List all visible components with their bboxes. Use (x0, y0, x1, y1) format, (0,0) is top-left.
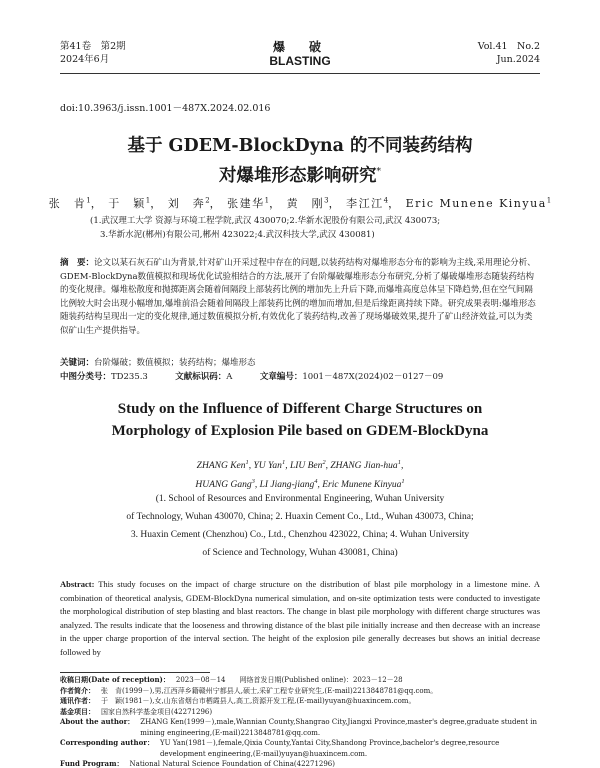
affiliation-cn-line: 3.华新水泥(郴州)有限公司,郴州 423022;4.武汉科技大学,武汉 430081) (100, 230, 375, 240)
footnotes (60, 675, 540, 768)
author-cn: 张 肯$^1$ (48, 196, 91, 210)
author-cn: 于 颖$^1$ (108, 196, 151, 210)
article-no-label: 文章编号： (259, 372, 303, 382)
authors-en-line-1: ZHANG Ken$^1$, YU Yan$^1$, LIU Ben$^2$, ZHANG Jian-hua$^1$, (196, 459, 404, 472)
title-cn (40, 133, 560, 189)
author-cn: 黄 刚$^3$ (286, 196, 329, 210)
authors-en-line-2: HUANG Gang$^3$, LI Jiang-jiang$^4$, Eric Munene Kinyua$^1$ (195, 478, 405, 491)
clc-value: TD235.3 (111, 372, 148, 382)
abstract-cn-label: 摘 要： (60, 258, 95, 268)
author-cn: 李江江$^4$ (346, 196, 389, 210)
doc-code-value: A (226, 372, 233, 382)
author-en: ZHANG Ken$^1$ (196, 459, 249, 472)
footnote-corresponding-en: Corresponding author： YU Yan(1981－),female,Qixia County,Yantai City,Shandong Province,bachelor's degree,resource development engineering,(E-mail)yuyan@huaxincem.com. (60, 738, 500, 758)
title-cn-line-2-wrap (40, 159, 560, 189)
header-volume-issue-cn: 第41卷 第2期 (60, 41, 126, 52)
affiliation-en-line: 3. Huaxin Cement (Chenzhou) Co., Ltd., Chenzhou 423022, China; 4. Wuhan University (130, 530, 470, 540)
footnote-corresponding-cn: 通讯作者： 于 颖(1981－),女,山东省烟台市栖霞县人,高工,资源开发工程,(E-mail)yuyan@huaxincem.com。 (60, 696, 416, 705)
affiliations-en (60, 490, 540, 562)
title-en-line-2: Morphology of Explosion Pile based on GDEM-BlockDyna (111, 423, 489, 439)
journal-name-en: BLASTING (269, 54, 331, 68)
author-en: LIU Ben$^2$ (289, 459, 326, 472)
header-volume-issue-en: Vol.41 No.2 (477, 41, 540, 52)
abstract-en-label: Abstract: (60, 579, 95, 589)
footnote-author-en: About the author： ZHANG Ken(1999－),male,Wannian County,Shangrao City,Jiangxi Province,master's degree,graduate student in mining engineering,(E-mail)2213848781@qq.com. (60, 717, 537, 737)
affiliation-en-line: of Technology, Wuhan 430070, China; 2. Huaxin Cement Co., Ltd., Wuhan 430073, China; (126, 512, 474, 522)
article-no-value: 1001－487X(2024)02－0127－09 (302, 372, 444, 382)
title-en (60, 398, 540, 442)
author-en: YU Yan$^1$ (253, 459, 286, 472)
footnote-fund-en: Fund Program： National Natural Science Foundation of China(42271296) (60, 759, 335, 768)
header-date-en: Jun.2024 (496, 54, 540, 65)
abstract-en-text: This study focuses on the impact of charge structure on the distribution of blast pile morphology in a limestone mine. A combination of theoretical analysis, GDEM-BlockDyna numerical simulation, and on-site optimization tests were conducted to investigate the morphological distribution of step blasting and blast reactors. The change in blast pile morphology with different charge structures was analyzed. The results indicate that the looseness and throwing distance of the blast pile initially increase and then decrease with an increase in the upper charge proportion of the interval section. The height of the explosion pile generally decreases but shows an initial decrease followed by (60, 579, 540, 657)
keywords-cn-label: 关键词： (60, 358, 95, 368)
journal-name (60, 40, 540, 68)
footnote-rule (60, 672, 210, 673)
abstract-en (60, 578, 540, 659)
title-footnote-mark: * (376, 167, 381, 177)
title-cn-line-2: 对爆堆形态影响研究 (219, 165, 377, 186)
journal-name-cn: 爆 破 (272, 40, 327, 54)
authors-cn: 张 肯$^1$， 于 颖$^1$， 刘 奔$^2$， 张建华$^1$， 黄 刚$^3$， 李江江$^4$， Eric Munene Kinyua$^1$ (48, 196, 552, 210)
doc-code-label: 文献标识码： (175, 372, 227, 382)
keywords-cn (60, 357, 256, 371)
author-en: Eric Munene Kinyua$^1$ (322, 478, 405, 491)
author-en: LI Jiang-jiang$^4$ (259, 478, 318, 491)
footnote-fund-cn: 基金项目： 国家自然科学基金项目(42271296) (60, 706, 213, 716)
running-header (60, 40, 540, 78)
doi: doi:10.3963/j.issn.1001－487X.2024.02.016 (60, 103, 271, 114)
footnote-author-cn: 作者简介： 张 肯(1999－),男,江西萍乡籍赣州宁都县人,硕士,采矿工程专业研究生,(E-mail)2213848781@qq.com。 (60, 685, 438, 695)
abstract-cn (60, 257, 540, 338)
authors-en (60, 455, 540, 493)
affiliation-en-line: (1. School of Resources and Environmental Engineering, Wuhan University (155, 494, 445, 504)
title-en-line-1: Study on the Influence of Different Charge Structures on (117, 401, 483, 417)
classification-line (60, 371, 540, 385)
abstract-cn-text: 论文以某石灰石矿山为背景,针对矿山开采过程中存在的问题,以装药结构对爆堆形态分布的影响为主线,采用理论分析、GDEM-BlockDyna数值模拟和现场优化试验相结合的方法,展开了台阶爆破爆堆形态分布研究,分析了爆破爆堆形态随装药结构的变化规律。爆堆松散度和抛掷距离会随着间隔段上部装药比例的增加先上升后下降,而爆堆高度总体呈下降趋势,但在空气间隔比例较大时会出现小幅增加,爆堆前沿会随着间隔段上部装药比例的增加而增加,但是后缘距离持续下降。研究成果表明:爆堆形态随装药结构呈现出一定的变化规律,通过数值模拟分析,有效优化了装药结构,改善了现场爆破效果,提升了矿山经济效益,可以为类似矿山生产提供指导。 (60, 258, 536, 336)
affiliations-cn (90, 214, 550, 242)
author-en: ZHANG Jian-hua$^1$ (330, 459, 401, 472)
keywords-cn-text: 台阶爆破；数值模拟；装药结构；爆堆形态 (94, 358, 256, 368)
affiliation-cn-line: (1.武汉理工大学 资源与环境工程学院,武汉 430070;2.华新水泥股份有限公司,武汉 430073; (90, 216, 441, 226)
title-cn-line-1: 基于 GDEM-BlockDyna 的不同装药结构 (127, 136, 473, 156)
header-date-cn: 2024年6月 (60, 54, 110, 65)
author-en: HUANG Gang$^3$ (195, 478, 255, 491)
author-cn: Eric Munene Kinyua$^1$ (405, 196, 552, 210)
clc-label: 中图分类号： (60, 372, 112, 382)
affiliation-en-line: of Science and Technology, Wuhan 430081, China) (202, 548, 398, 558)
footnote-received: 收稿日期(Date of reception)： 2023－08－14 网络首发日期(Published online)：2023－12－28 (60, 675, 403, 684)
author-cn: 张建华$^1$ (227, 196, 270, 210)
header-rule (60, 73, 540, 74)
header-volume-en (478, 40, 540, 66)
author-cn: 刘 奔$^2$ (167, 196, 210, 210)
